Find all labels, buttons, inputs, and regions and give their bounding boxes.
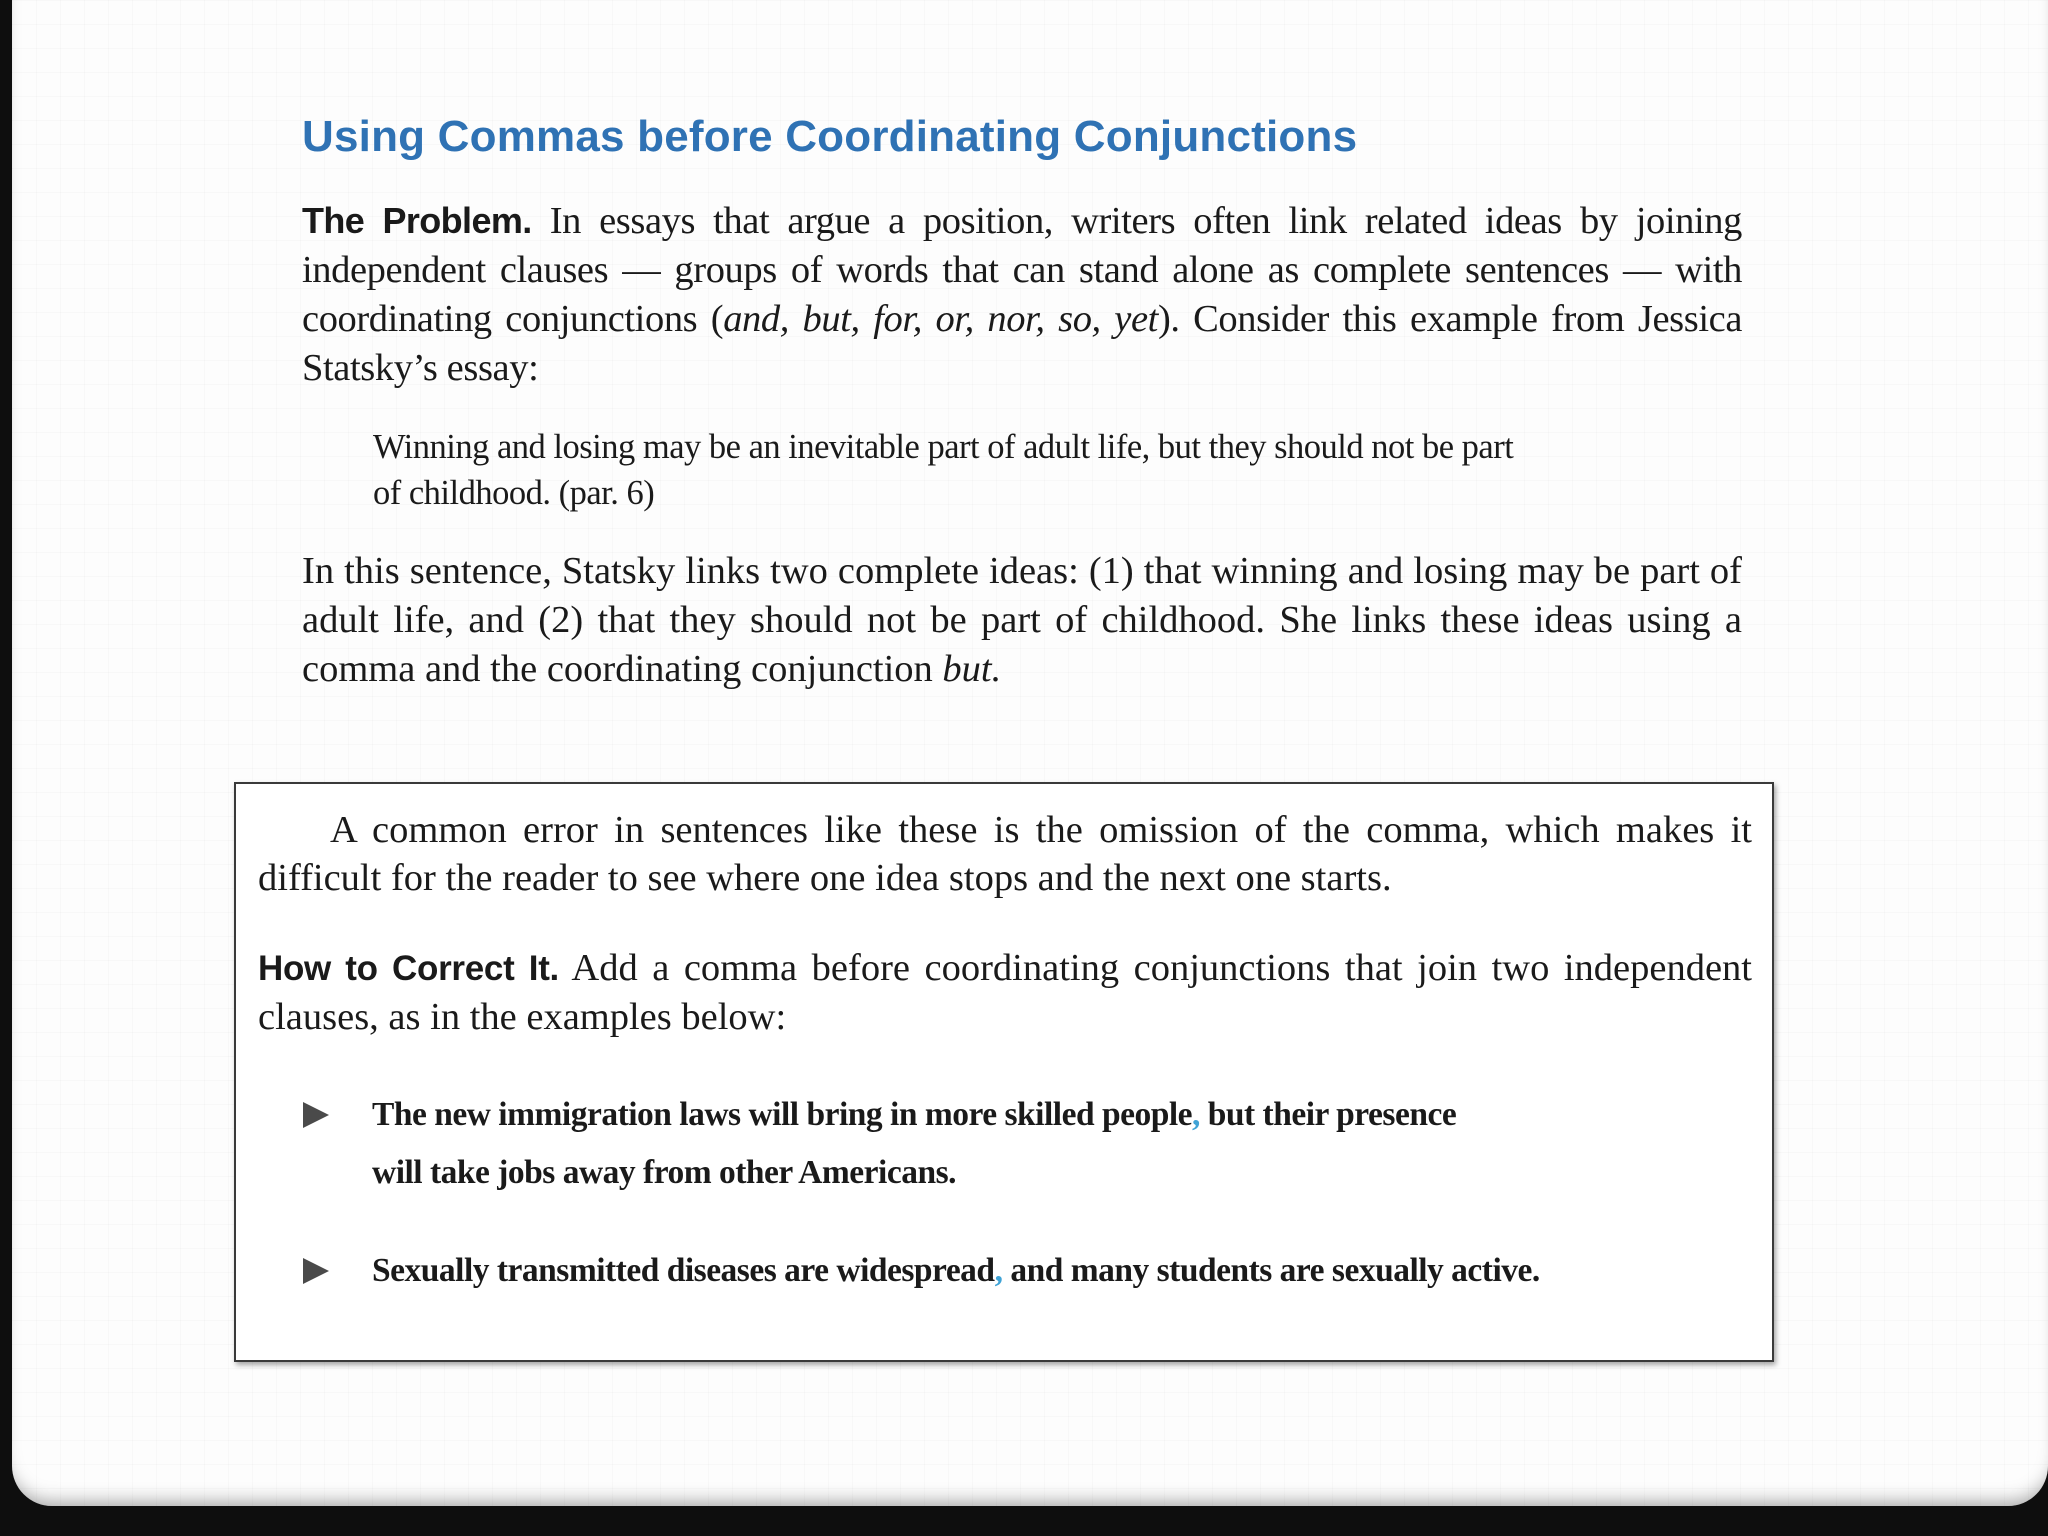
example-after: and many students are sexually active. [1002, 1252, 1540, 1289]
example-text [332, 1086, 1712, 1202]
problem-text-1: In essays that argue a position, writers often link related ideas by joining independent clauses — groups of words that can stand alone as complete sentences — with coordinating conjunctions ( [302, 200, 1743, 340]
example-before: The new immigration laws will bring in more skilled people [372, 1096, 1193, 1133]
example-item [332, 1086, 1712, 1202]
quote-line-2: of childhood. (par. 6) [373, 474, 655, 512]
page-title: Using Commas before Coordinating Conjunctions [302, 112, 1358, 161]
quote-line-1: Winning and losing may be an inevitable part of adult life, but they should not be part [373, 428, 1514, 466]
block-quote [373, 424, 1713, 516]
example-item [332, 1242, 1712, 1300]
example-before: Sexually transmitted diseases are widespread [372, 1252, 995, 1289]
triangle-right-icon [303, 1258, 329, 1284]
conjunction-list: and, but, for, or, nor, so, yet [723, 298, 1158, 340]
inserted-comma: , [994, 1252, 1003, 1289]
inserted-comma: , [1192, 1096, 1200, 1133]
slide [12, 0, 2048, 1506]
correction-box [234, 782, 1774, 1362]
problem-paragraph [302, 196, 1742, 393]
problem-text-2: ). Consider this example from Jessica Statsky’s essay: [302, 298, 1743, 389]
problem-lead: The Problem. [302, 200, 532, 241]
example-text [332, 1242, 1712, 1300]
explanation-text: In this sentence, Statsky links two complete ideas: (1) that winning and losing may be part of adult life, and (2) that they should not be part of childhood. She links these ideas using a comma and the coordinating conjunction [302, 550, 1742, 690]
error-paragraph: A common error in sentences like these is the omission of the comma, which makes it difficult for the reader to see where one idea stops and the next one starts. [258, 809, 1752, 899]
correction-text: Add a comma before coordinating conjunctions that join two independent clauses, as in the examples below: [258, 947, 1752, 1038]
correction-lead: How to Correct It. [258, 949, 559, 988]
example-line-2: will take jobs away from other Americans. [372, 1154, 956, 1191]
explanation-paragraph [302, 547, 1742, 694]
triangle-right-icon [303, 1102, 329, 1128]
explanation-italic-word: but. [942, 648, 1002, 690]
example-after: but their presence [1199, 1096, 1457, 1133]
correction-paragraph [258, 944, 1752, 1041]
